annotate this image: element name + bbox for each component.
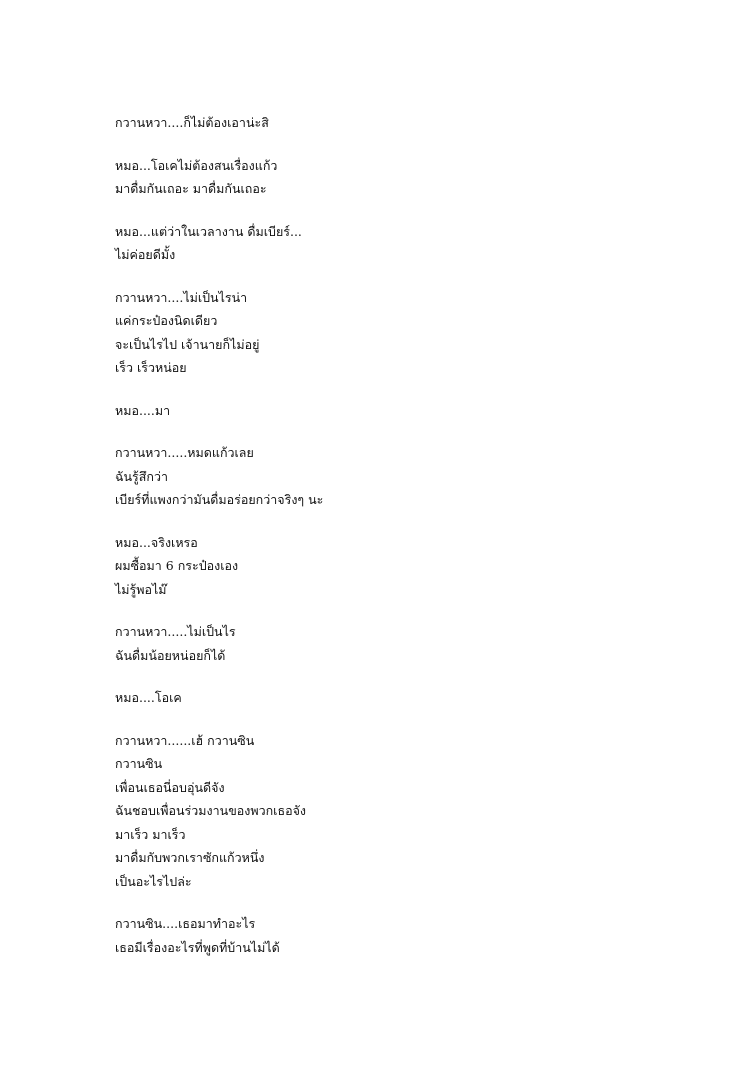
dialogue-line: ฉันรู้สึกว่า: [115, 468, 169, 484]
dialogue-line: มาดื่มกับพวกเราซักแก้วหนึ่ง: [115, 850, 265, 865]
dialogue-block: [115, 912, 715, 959]
dialogue-line: มาเร็ว มาเร็ว: [115, 826, 186, 842]
dialogue-block: [115, 441, 715, 512]
dialogue-line: ฉันดื่มน้อยหน่อยก็ได้: [115, 647, 226, 663]
dialogue-line: เร็ว เร็วหน่อย: [115, 360, 187, 375]
dialogue-line: กวานซิน: [115, 756, 163, 771]
dialogue-line: ฉันชอบเพื่อนร่วมงานของพวกเธอจัง: [115, 803, 307, 818]
dialogue-block: [115, 111, 715, 135]
dialogue-block: [115, 286, 715, 380]
dialogue-line: ผมซื้อมา 6 กระป๋องเอง: [115, 558, 239, 573]
dialogue-line: หมอ...แต่ว่าในเวลางาน ดื่มเบียร์...: [115, 223, 302, 239]
dialogue-block: [115, 686, 715, 710]
dialogue-line: หมอ...โอเคไม่ต้องสนเรื่องแก้ว: [115, 157, 278, 173]
dialogue-block: [115, 729, 715, 894]
dialogue-line: หมอ...จริงเหรอ: [115, 534, 198, 550]
dialogue-line: แค่กระป๋องนิดเดียว: [115, 313, 218, 328]
dialogue-line: กวานหวา....ไม่เป็นไรน่า: [115, 289, 248, 305]
dialogue-text: [115, 111, 715, 978]
dialogue-line: เธอมีเรื่องอะไรที่พูดที่บ้านไม่ได้: [115, 939, 280, 955]
dialogue-line: หมอ....โอเค: [115, 690, 182, 705]
dialogue-line: จะเป็นไรไป เจ้านายก็ไม่อยู่: [115, 336, 260, 352]
dialogue-line: เพื่อนเธอนี่อบอุ่นดีจัง: [115, 779, 225, 795]
dialogue-line: เป็นอะไรไปล่ะ: [115, 873, 192, 889]
dialogue-line: กวานซิน....เธอมาทำอะไร: [115, 916, 256, 931]
dialogue-line: กวานหวา.....ไม่เป็นไร: [115, 624, 236, 639]
dialogue-line: ไม่รู้พอไม๊: [115, 581, 167, 597]
dialogue-line: กวานหวา.....หมดแก้วเลย: [115, 445, 254, 460]
dialogue-line: ไม่ค่อยดีมั้ง: [115, 247, 176, 262]
dialogue-block: [115, 399, 715, 423]
dialogue-block: [115, 220, 715, 267]
dialogue-block: [115, 620, 715, 667]
dialogue-line: กวานหวา....ก็ไม่ต้องเอาน่ะสิ: [115, 115, 269, 130]
dialogue-line: มาดื่มกันเถอะ มาดื่มกันเถอะ: [115, 181, 267, 196]
dialogue-block: [115, 531, 715, 602]
dialogue-line: หมอ....มา: [115, 402, 171, 418]
dialogue-line: กวานหวา......เฮ้ กวานซิน: [115, 732, 255, 748]
dialogue-block: [115, 154, 715, 201]
dialogue-line: เบียร์ที่แพงกว่ามันดื่มอร่อยกว่าจริงๆ นะ: [115, 492, 324, 507]
